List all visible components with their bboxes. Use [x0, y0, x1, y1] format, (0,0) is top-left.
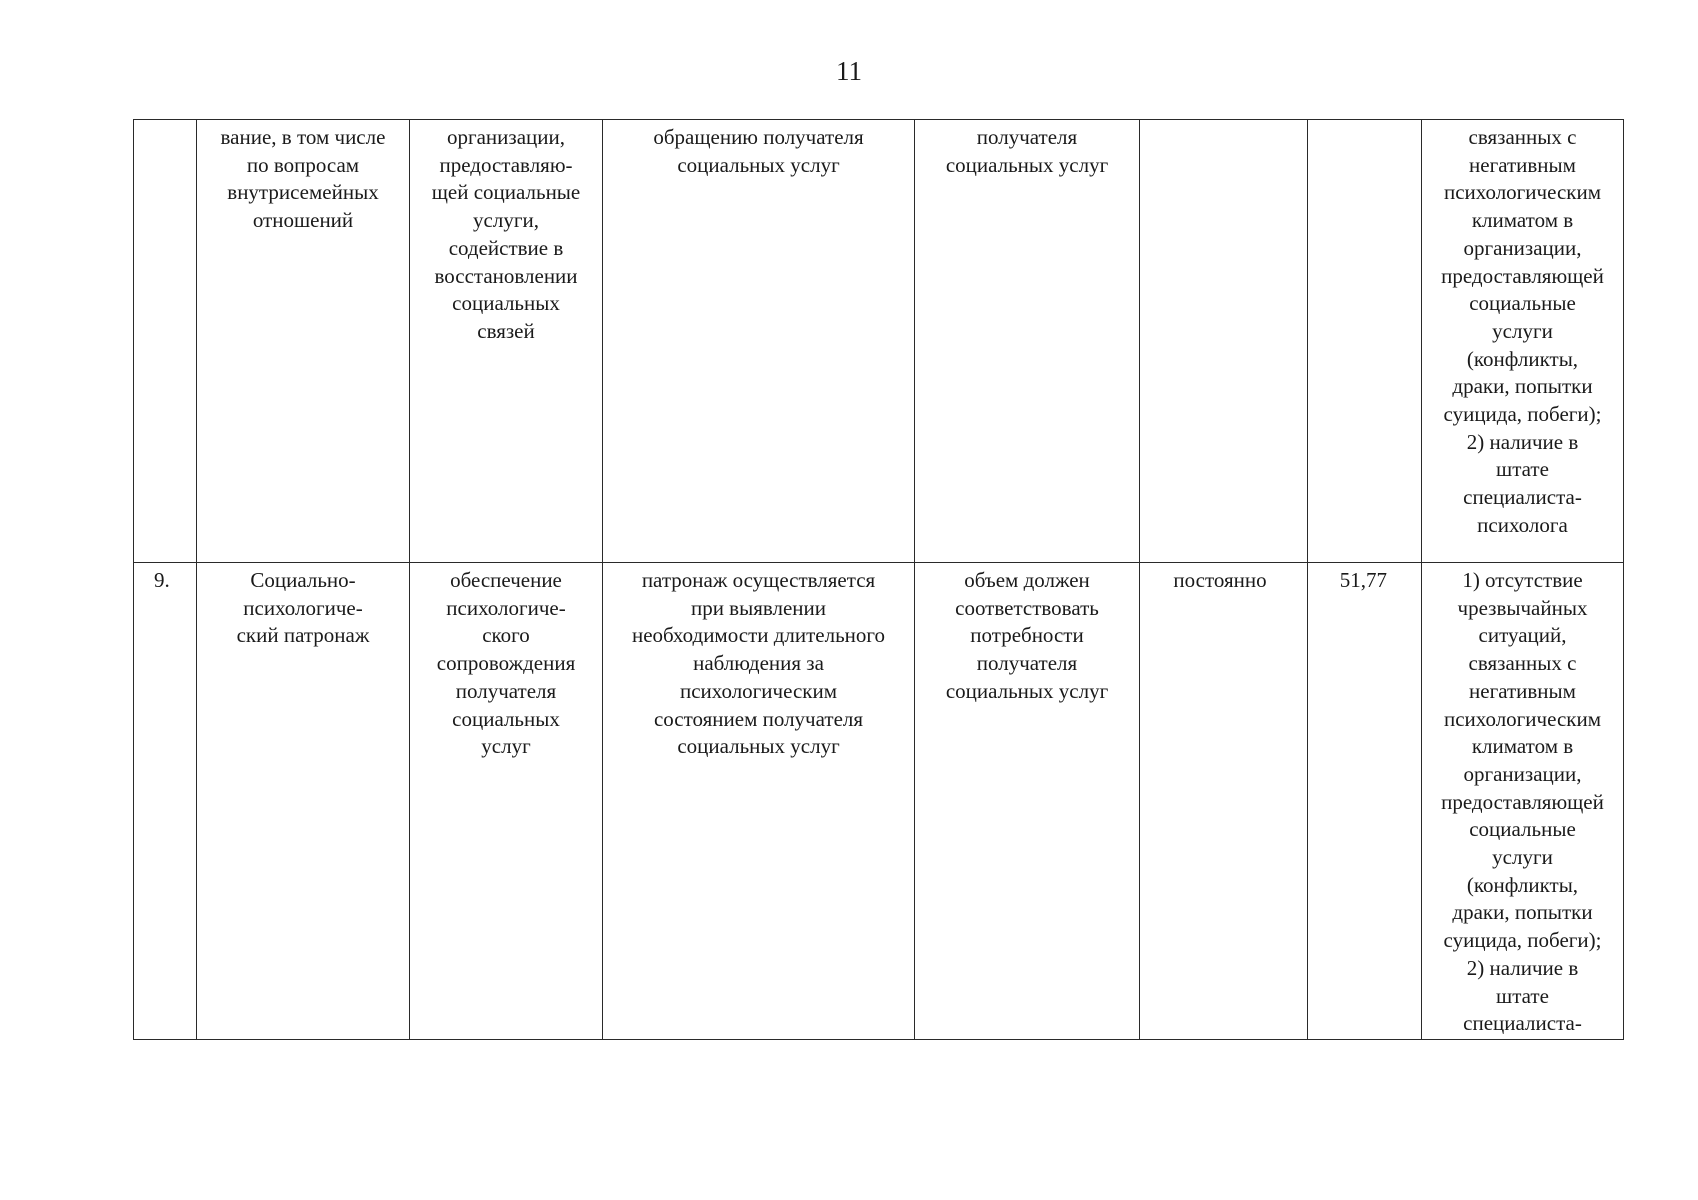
service-description-cell: обеспечение психологиче- ского сопровождения получателя социальных услуг	[410, 563, 603, 1040]
row-number-cell: 9.	[134, 563, 197, 1040]
row-number-cell	[134, 120, 197, 563]
service-conditions-cell: обращению получателя социальных услуг	[603, 120, 915, 563]
table-row	[134, 563, 1624, 1040]
table-row	[134, 120, 1624, 563]
service-name-cell: Социально- психологиче- ский патронаж	[197, 563, 410, 1040]
page-number: 11	[836, 56, 862, 86]
service-price-cell	[1308, 120, 1422, 563]
services-table	[133, 119, 1624, 1040]
service-period-cell	[1140, 120, 1308, 563]
service-volume-cell: получателя социальных услуг	[915, 120, 1140, 563]
service-conditions-cell: патронаж осуществляется при выявлении необходимости длительного наблюдения за психологическим состоянием получателя социальных услуг	[603, 563, 915, 1040]
service-period-cell: постоянно	[1140, 563, 1308, 1040]
service-name-cell: вание, в том числе по вопросам внутрисемейных отношений	[197, 120, 410, 563]
service-quality-cell: 1) отсутствие чрезвычайных ситуаций, связанных с негативным психологическим климатом в организации, предоставляющей социальные услуги (конфликты, драки, попытки суицида, побеги); 2) наличие в штате специалиста-	[1422, 563, 1624, 1040]
service-price-cell: 51,77	[1308, 563, 1422, 1040]
service-volume-cell: объем должен соответствовать потребности получателя социальных услуг	[915, 563, 1140, 1040]
service-quality-cell: связанных с негативным психологическим климатом в организации, предоставляющей социальные услуги (конфликты, драки, попытки суицида, побеги); 2) наличие в штате специалиста- психолога	[1422, 120, 1624, 563]
service-description-cell: организации, предоставляю- щей социальные услуги, содействие в восстановлении социальных связей	[410, 120, 603, 563]
